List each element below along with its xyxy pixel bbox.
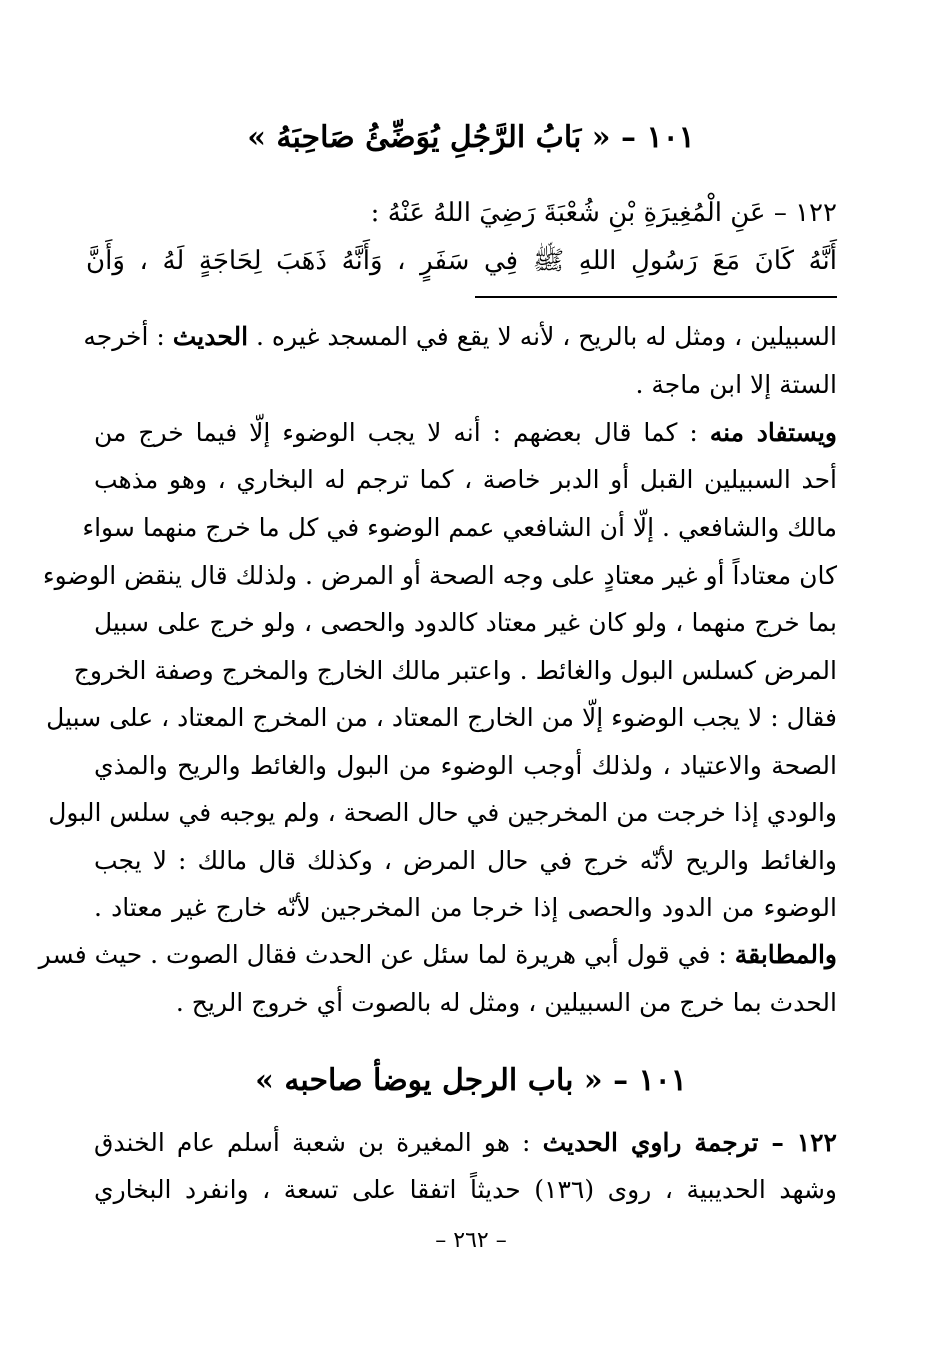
commentary-line: والمطابقة : في قول أبي هريرة لما سئل عن الحدث فقال الصوت . حيث فسر [38,940,837,969]
hadith-text: أَنَّهُ كَانَ مَعَ رَسُولِ اللهِ ﷺ فِي سَفَرٍ ، وَأَنَّهُ ذَهَبَ لِحَاجَةٍ لَهُ ، وَأَنَّ [86,246,837,276]
commentary-line: المرض كسلس البول والغائط . واعتبر مالك الخارج والمخرج وصفة الخروج [73,656,837,685]
mutabaqa-label: والمطابقة [734,940,837,969]
page-number: – ٢٦٢ – [435,1228,507,1253]
commentary-line: الحدث بما خرج من السبيلين ، ومثل له بالصوت أي خروج الريح . [175,988,837,1017]
hadith-intro: ١٢٢ – عَنِ الْمُغِيرَةِ بْنِ شُعْبَةَ رَضِيَ اللهُ عَنْهُ : [370,198,837,228]
commentary-line: والودي إذا خرجت من المخرجين في حال الصحة ، ولم يوجبه في سلس البول [48,798,837,827]
biography-line: ١٢٢ – ترجمة راوي الحديث : هو المغيرة بن شعبة أسلم عام الخندق [94,1128,837,1157]
commentary-line: بما خرج منهما ، ولو كان غير معتاد كالدود والحصى ، ولو خرج على سبيل [94,608,837,637]
commentary-line: مالك والشافعي . إلّا أن الشافعي عمم الوضوء في كل ما خرج منهما سواء [82,513,837,542]
biography-line: وشهد الحديبية ، روى (١٣٦) حديثاً اتفقا على تسعة ، وانفرد البخاري [94,1175,837,1204]
separator-rule [475,296,837,298]
commentary-line: أحد السبيلين القبل أو الدبر خاصة ، كما ترجم له البخاري ، وهو مذهب [94,465,837,494]
chapter-title: ١٠١ – « بَابُ الرَّجُلِ يُوَضِّئُ صَاحِبَهُ » [247,120,695,155]
chapter-title-biography: ١٠١ – « باب الرجل يوضأ صاحبه » [255,1063,687,1098]
istifada-label: ويستفاد منه [709,418,837,447]
commentary-line: كان معتاداً أو غير معتادٍ على وجه الصحة أو المرض . ولذلك قال ينقض الوضوء [42,561,837,590]
commentary-line: الستة إلا ابن ماجة . [635,370,837,399]
commentary-line: ويستفاد منه : كما قال بعضهم : أنه لا يجب الوضوء إلّا فيما خرج من [94,418,837,447]
commentary-line: الوضوء من الدود والحصى إذا خرجا من المخرجين لأنّه خارج غير معتاد . [94,893,837,922]
narrator-biography-label: ١٢٢ – ترجمة راوي الحديث [542,1128,837,1157]
hadith-label: الحديث [172,322,249,351]
commentary-line: السبيلين ، ومثل له بالريح ، لأنه لا يقع في المسجد غيره . الحديث : أخرجه [83,322,837,351]
commentary-line: والغائط والريح لأنّه خرج في حال المرض ، وكذلك قال مالك : لا يجب [94,846,837,875]
commentary-line: فقال : لا يجب الوضوء إلّا من الخارج المعتاد ، من المخرج المعتاد ، على سبيل [46,703,837,732]
commentary-line: الصحة والاعتياد ، ولذلك أوجب الوضوء من البول والغائط والريح والمذي [94,751,837,780]
